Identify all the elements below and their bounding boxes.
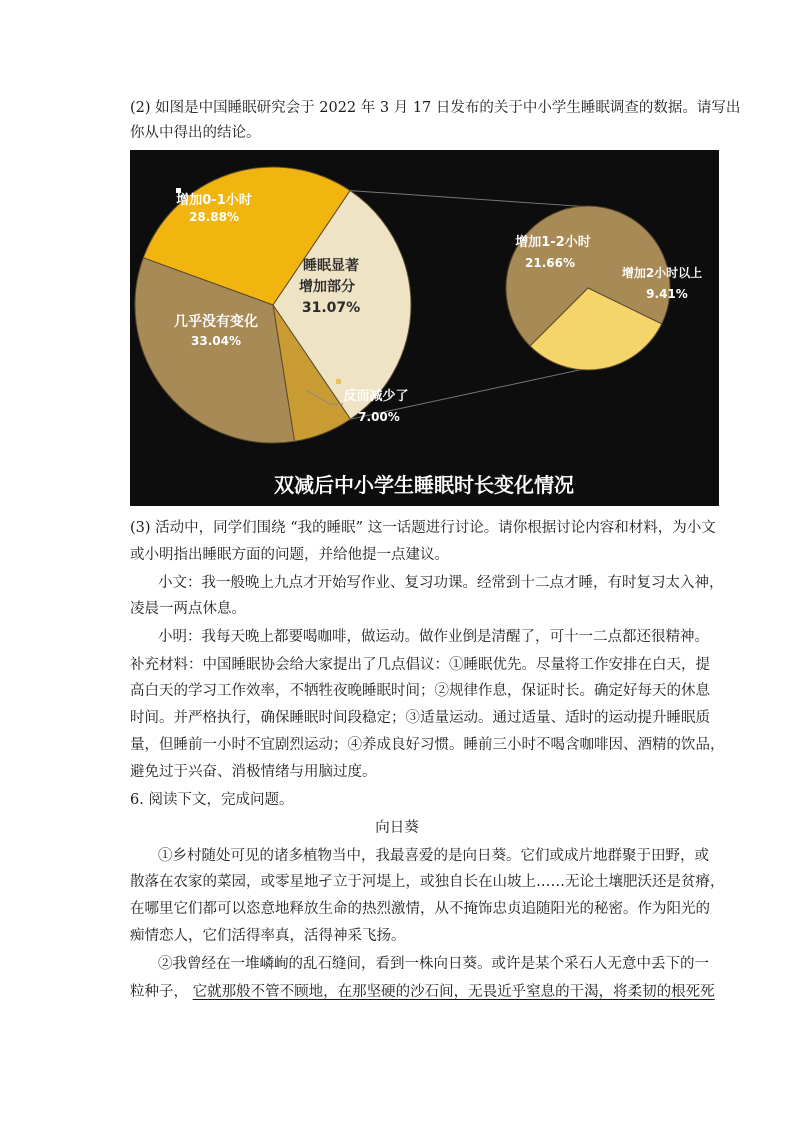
passage-p1-line-3: 在哪里它们都可以恣意地释放生命的热烈激情，从不掩饰忠贞追随阳光的秘密。作为阳光的 <box>130 901 710 917</box>
material-line-2: 高白天的学习工作效率，不牺牲夜晚睡眠时间；②规律作息，保证时长。确定好每天的休息 <box>130 683 710 699</box>
label-main-2-name: 反而减少了 <box>343 389 409 404</box>
label-breakdown-0-value: 21.66% <box>525 256 575 270</box>
passage-p1-line-2: 散落在农家的菜园，或零星地孑立于河堤上，或独自长在山坡上……无论土壤肥沃还是贫瘠， <box>130 874 725 890</box>
passage-p2-text: 粒种子， <box>130 984 188 1000</box>
question-3-line-1: (3) 活动中，同学们围绕 “我的睡眠” 这一话题进行讨论。请你根据讨论内容和材料，为小文 <box>130 520 716 536</box>
question-3-line-2: 或小明指出睡眠方面的问题，并给他提一点建议。 <box>130 547 449 563</box>
sleep-change-chart <box>130 150 719 506</box>
label-main-2-value: 7.00% <box>358 410 400 424</box>
label-main-1-name-line-1: 睡眠显著 <box>303 258 359 274</box>
material-line-5: 避免过于兴奋、消极情绪与用脑过度。 <box>130 764 377 780</box>
legend-marker-main-2 <box>336 379 341 384</box>
xiaoming-line: 小明：我每天晚上都要喝咖啡，做运动。做作业倒是清醒了，可十一二点都还很精神。 <box>158 629 709 645</box>
xiaowen-line-2: 凌晨一两点休息。 <box>130 601 246 617</box>
xiaowen-line-1: 小文：我一般晚上九点才开始写作业、复习功课。经常到十二点才睡，有时复习太入神， <box>158 575 724 591</box>
material-line-4: 量，但睡前一小时不宜剧烈运动；④养成良好习惯。睡前三小时不喝含咖啡因、酒精的饮品， <box>130 737 725 753</box>
label-main-3-name: 几乎没有变化 <box>174 314 258 330</box>
label-main-1-name-line-2: 增加部分 <box>299 279 355 295</box>
material-line-3: 时间。并严格执行，确保睡眠时间段稳定；③适量运动。通过适量、适时的运动提升睡眠质 <box>130 710 710 726</box>
passage-p1-line-4: 痴情恋人，它们活得率真，活得神采飞扬。 <box>130 928 406 944</box>
label-breakdown-0-name: 增加1-2小时 <box>515 235 591 250</box>
underlined-sentence: 它就那般不管不顾地，在那坚硬的沙石间，无畏近乎窒息的干渴，将柔韧的根死死 <box>192 984 715 1000</box>
chart-canvas <box>130 150 719 506</box>
label-main-1-value: 31.07% <box>301 300 361 316</box>
material-line-1: 补充材料：中国睡眠协会给大家提出了几点倡议：①睡眠优先。尽量将工作安排在白天，提 <box>130 657 710 673</box>
connector-line-top <box>350 191 581 207</box>
question-6-heading: 6. 阅读下文，完成问题。 <box>130 792 294 808</box>
label-main-0-value: 28.88% <box>189 210 239 224</box>
label-breakdown-1-name: 增加2小时以上 <box>621 266 703 280</box>
passage-p1-line-1: ①乡村随处可见的诸多植物当中，我最喜爱的是向日葵。它们或成片地群聚于田野，或 <box>158 848 709 864</box>
passage-title: 向日葵 <box>375 820 419 836</box>
legend-marker-main-0 <box>176 188 181 193</box>
question-2-line-1: (2) 如图是中国睡眠研究会于 2022 年 3 月 17 日发布的关于中小学生睡眠调查的数据。请写出 <box>130 100 741 116</box>
passage-p2-line-2 <box>130 982 715 1002</box>
label-main-3-value: 33.04% <box>191 334 241 348</box>
passage-p2-line-1: ②我曾经在一堆嶙峋的乱石缝间，看到一株向日葵。或许是某个采石人无意中丢下的一 <box>158 956 709 972</box>
label-breakdown-1-value: 9.41% <box>646 287 688 301</box>
question-2-line-2: 你从中得出的结论。 <box>130 125 261 141</box>
label-main-0-name: 增加0-1小时 <box>176 193 252 208</box>
chart-title: 双减后中小学生睡眠时长变化情况 <box>274 473 574 497</box>
